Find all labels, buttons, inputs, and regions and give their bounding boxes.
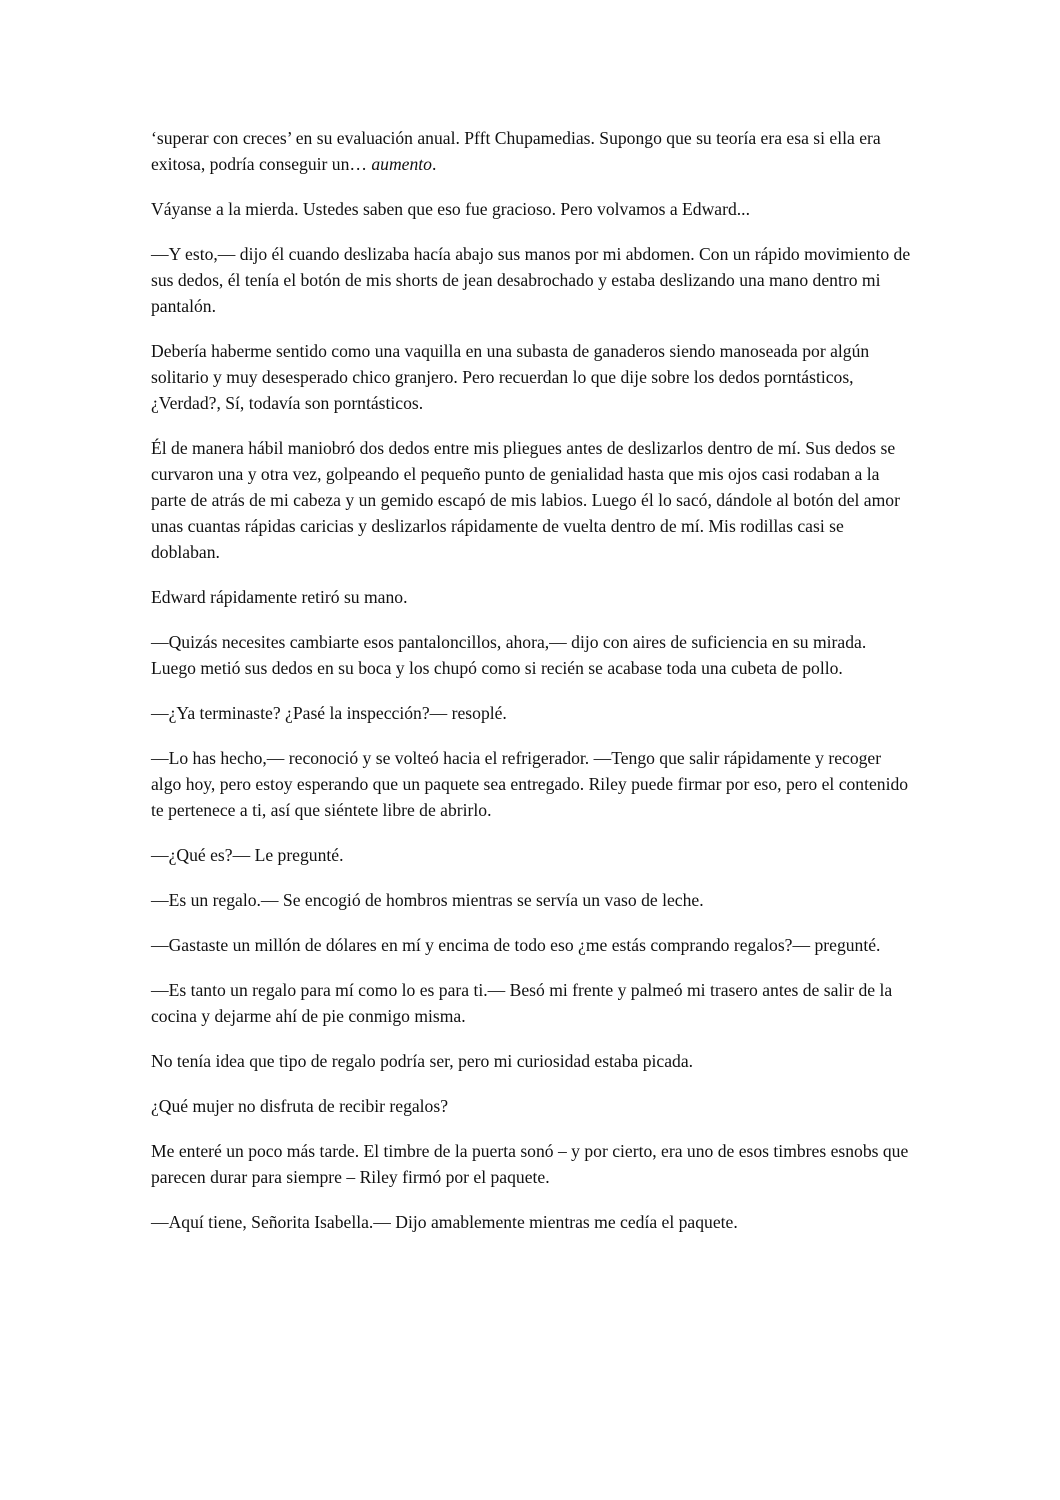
- paragraph: [151, 977, 911, 1029]
- paragraph-text: —Es tanto un regalo para mí como lo es para ti.— Besó mi frente y palmeó mi trasero antes de salir de la cocina y dejarme ahí de pie conmigo misma.: [151, 980, 893, 1026]
- paragraph-text: —¿Ya terminaste? ¿Pasé la inspección?— resoplé.: [151, 703, 507, 723]
- paragraph: [151, 241, 911, 319]
- paragraph-text: —Aquí tiene, Señorita Isabella.— Dijo amablemente mientras me cedía el paquete.: [151, 1212, 738, 1232]
- paragraph: [151, 584, 911, 610]
- paragraph-text: —Lo has hecho,— reconoció y se volteó hacia el refrigerador. —Tengo que salir rápidamente y recoger algo hoy, pero estoy esperando que un paquete sea entregado. Riley puede firmar por eso, pero el contenido te pertenece a ti, así que siéntete libre de abrirlo.: [151, 748, 909, 820]
- paragraph: [151, 125, 911, 177]
- paragraph-text: Debería haberme sentido como una vaquilla en una subasta de ganaderos siendo manoseada por algún solitario y muy desesperado chico granjero. Pero recuerdan lo que dije sobre los dedos porntásticos, ¿Verdad?, Sí, todavía son porntásticos.: [151, 341, 870, 413]
- paragraph: [151, 745, 911, 823]
- paragraph-text: —Gastaste un millón de dólares en mí y encima de todo eso ¿me estás comprando regalos?— pregunté.: [151, 935, 881, 955]
- paragraph: [151, 887, 911, 913]
- paragraph-text: —Es un regalo.— Se encogió de hombros mientras se servía un vaso de leche.: [151, 890, 704, 910]
- paragraph: [151, 700, 911, 726]
- paragraph: [151, 196, 911, 222]
- paragraph-text: Él de manera hábil maniobró dos dedos entre mis pliegues antes de deslizarlos dentro de mí. Sus dedos se curvaron una y otra vez, golpeando el pequeño punto de genialidad hasta que mis ojos casi rodaban a la parte de atrás de mi cabeza y un gemido escapó de mis labios. Luego él lo sacó, dándole al botón del amor unas cuantas rápidas caricias y deslizarlos rápidamente de vuelta dentro de mí. Mis rodillas casi se doblaban.: [151, 438, 900, 562]
- paragraph: [151, 932, 911, 958]
- paragraph: [151, 338, 911, 416]
- paragraph: [151, 1209, 911, 1235]
- paragraph-text: ¿Qué mujer no disfruta de recibir regalos?: [151, 1096, 449, 1116]
- paragraph: [151, 435, 911, 565]
- paragraph-text: Váyanse a la mierda. Ustedes saben que eso fue gracioso. Pero volvamos a Edward...: [151, 199, 750, 219]
- paragraph-text: ‘superar con creces’ en su evaluación anual. Pfft Chupamedias. Supongo que su teoría era esa si ella era exitosa, podría conseguir un…: [151, 128, 881, 174]
- paragraph-text: —¿Qué es?— Le pregunté.: [151, 845, 344, 865]
- paragraph-text: —Y esto,— dijo él cuando deslizaba hacía abajo sus manos por mi abdomen. Con un rápido movimiento de sus dedos, él tenía el botón de mis shorts de jean desabrochado y estaba deslizando una mano dentro mi pantalón.: [151, 244, 911, 316]
- paragraph: [151, 842, 911, 868]
- paragraph-text: No tenía idea que tipo de regalo podría ser, pero mi curiosidad estaba picada.: [151, 1051, 694, 1071]
- paragraph-text-italic: aumento: [371, 154, 432, 174]
- paragraph-text: Me enteré un poco más tarde. El timbre de la puerta sonó – y por cierto, era uno de esos timbres esnobs que parecen durar para siempre – Riley firmó por el paquete.: [151, 1141, 909, 1187]
- paragraph-text: —Quizás necesites cambiarte esos pantaloncillos, ahora,— dijo con aires de suficiencia en su mirada. Luego metió sus dedos en su boca y los chupó como si recién se acabase toda una cubeta de pollo.: [151, 632, 867, 678]
- paragraph: [151, 629, 911, 681]
- paragraph: [151, 1138, 911, 1190]
- document-page: [151, 125, 911, 1254]
- paragraph: [151, 1093, 911, 1119]
- paragraph: [151, 1048, 911, 1074]
- paragraph-text: Edward rápidamente retiró su mano.: [151, 587, 408, 607]
- paragraph-text: .: [431, 154, 437, 174]
